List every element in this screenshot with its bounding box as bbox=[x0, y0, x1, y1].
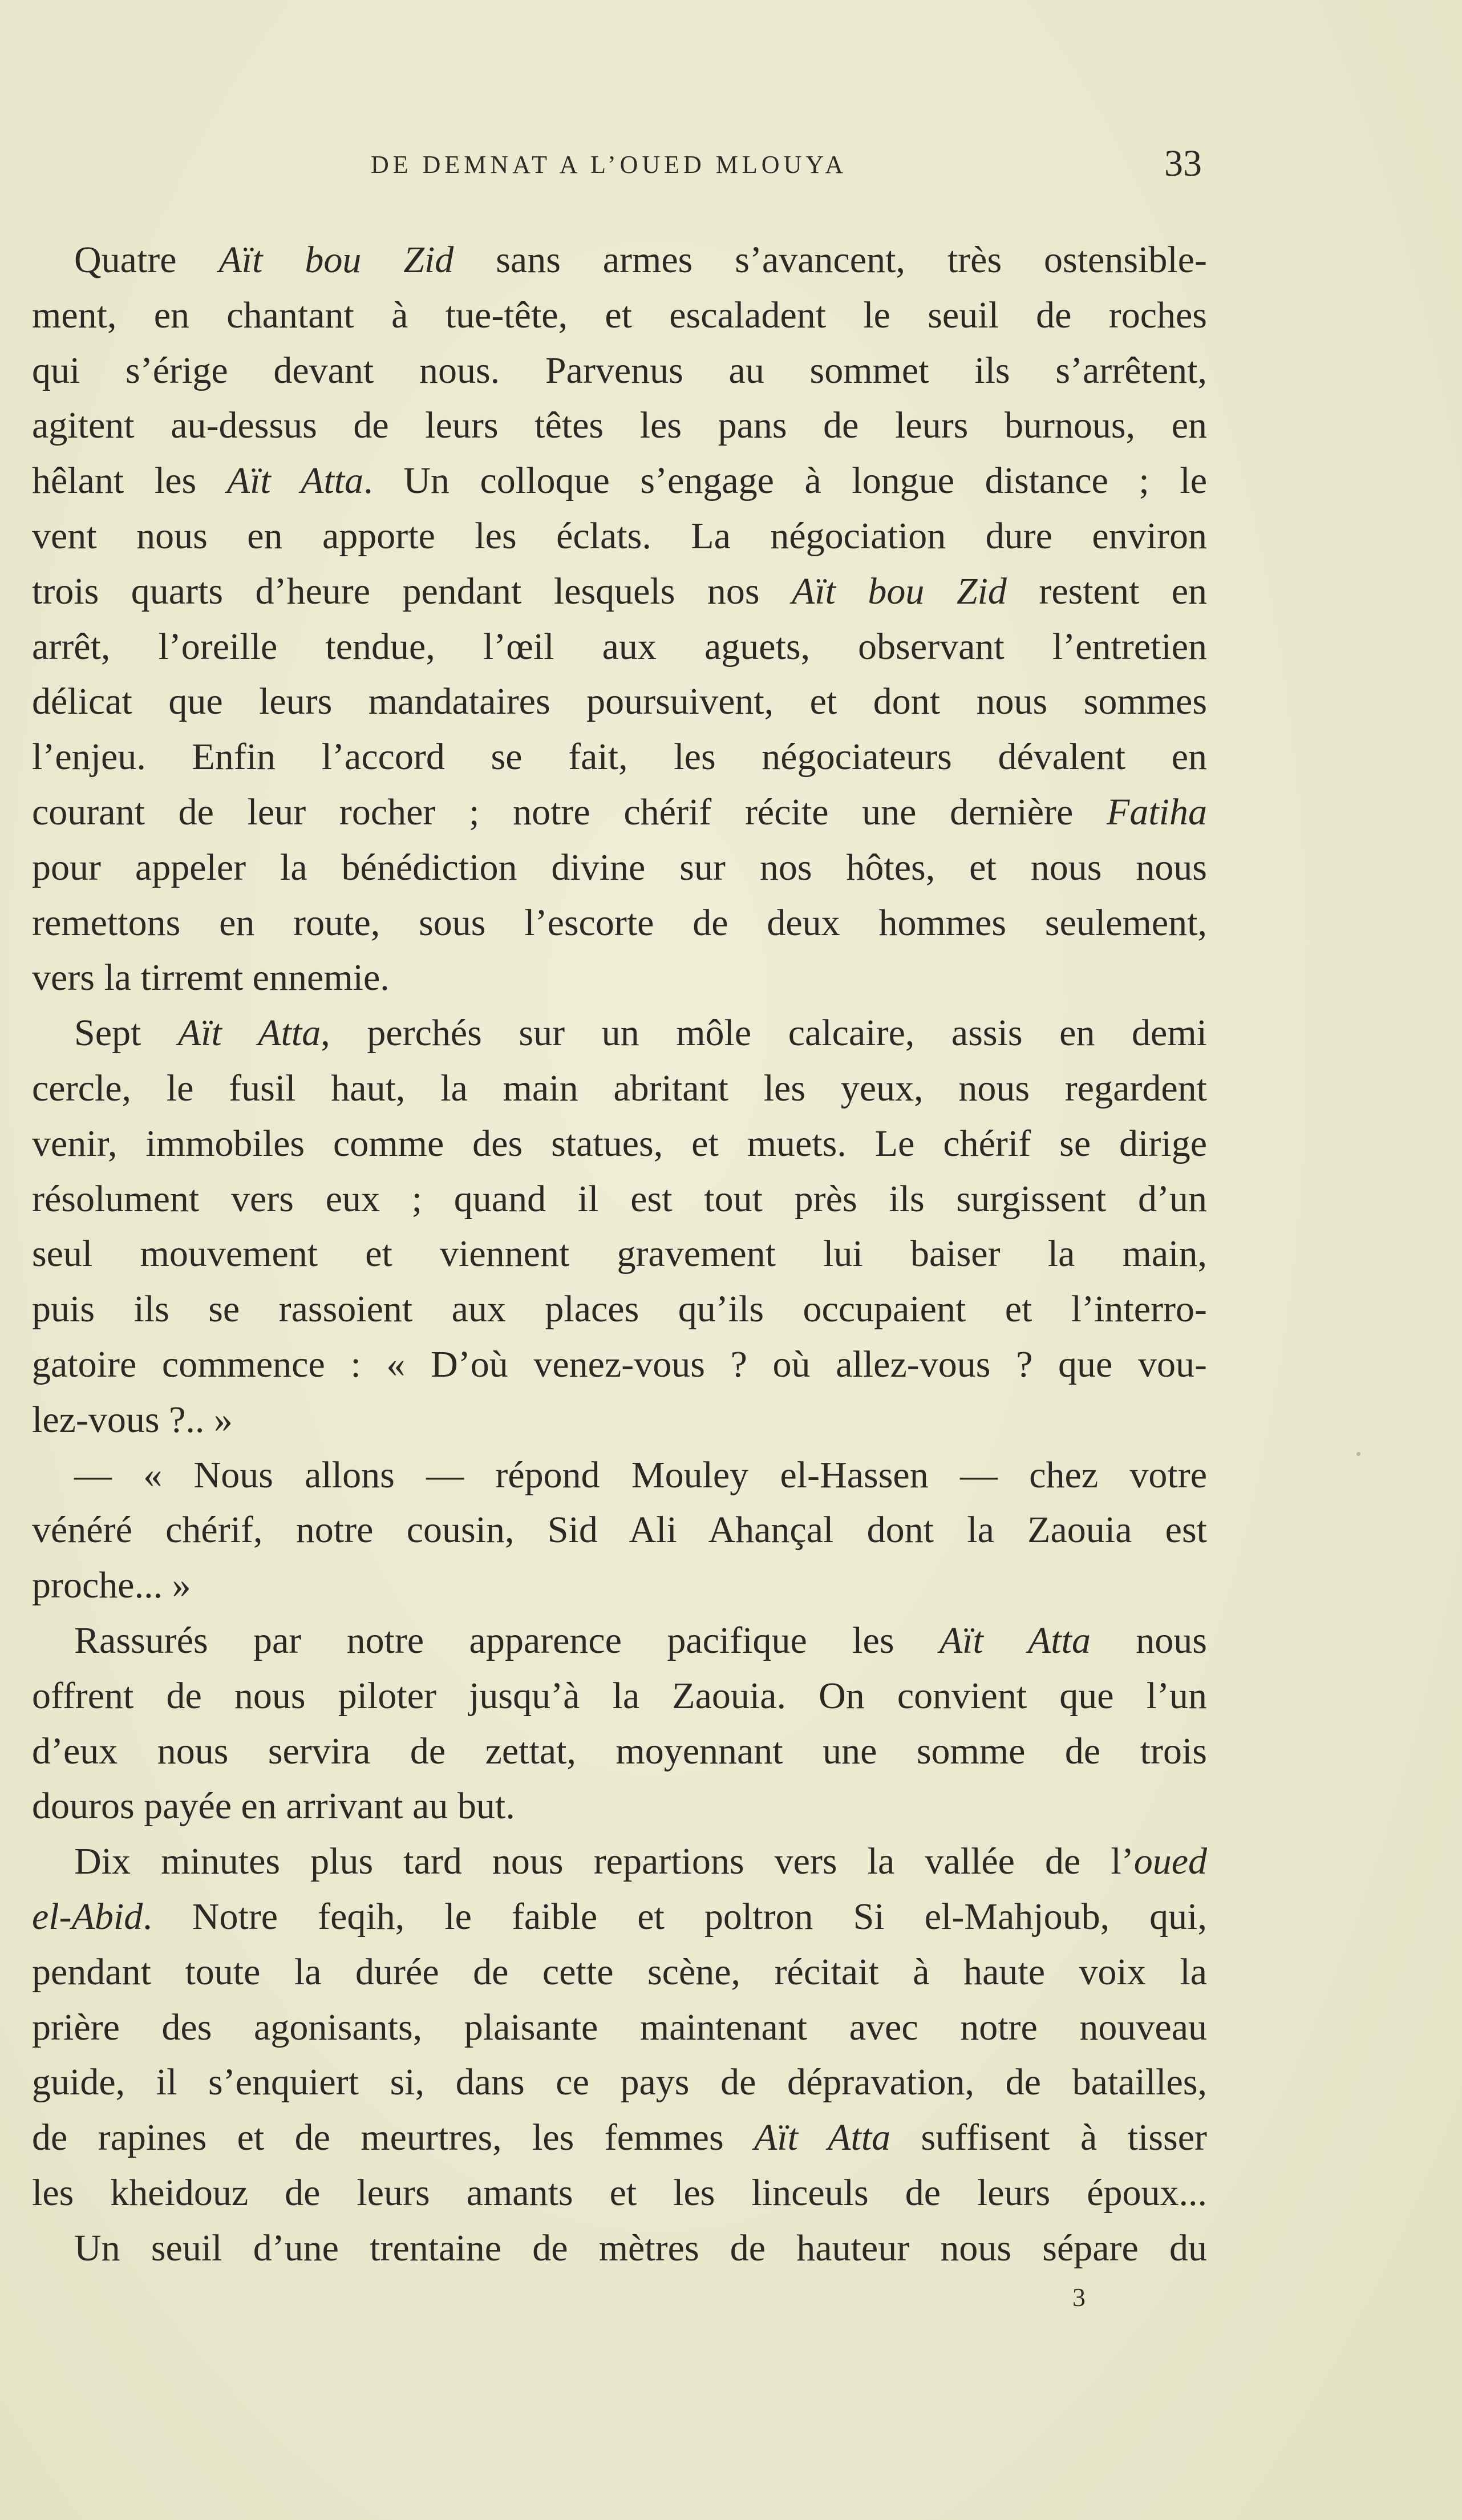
text-line: lez-vous ?.. » bbox=[32, 1398, 233, 1441]
text-line: pour appeler la bénédiction divine sur nos hôtes, et nous nous bbox=[32, 846, 1207, 888]
text-line: les kheidouz de leurs amants et les linceuls de leurs époux... bbox=[32, 2171, 1207, 2214]
text-line: d’eux nous servira de zettat, moyennant une somme de trois bbox=[32, 1730, 1207, 1772]
text-line: Sept Aït Atta, perchés sur un môle calcaire, assis en demi bbox=[74, 1012, 1207, 1054]
text-line: guide, il s’enquiert si, dans ce pays de dépravation, de batailles, bbox=[32, 2061, 1207, 2104]
text-line: trois quarts d’heure pendant lesquels nos Aït bou Zid restent en bbox=[32, 570, 1207, 612]
text-line: puis ils se rassoient aux places qu’ils occupaient et l’interro- bbox=[32, 1288, 1207, 1330]
text-line: — « Nous allons — répond Mouley el-Hassen — chez votre bbox=[74, 1454, 1207, 1496]
text-line: vénéré chérif, notre cousin, Sid Ali Ahançal dont la Zaouia est bbox=[32, 1509, 1207, 1551]
text-line: résolument vers eux ; quand il est tout près ils surgissent d’un bbox=[32, 1178, 1207, 1220]
text-line: gatoire commence : « D’où venez-vous ? où allez-vous ? que vou- bbox=[32, 1343, 1207, 1385]
text-line: douros payée en arrivant au but. bbox=[32, 1785, 515, 1827]
text-line: Quatre Aït bou Zid sans armes s’avancent, très ostensible- bbox=[74, 239, 1207, 281]
text-line: Dix minutes plus tard nous repartions vers la vallée de l’oued bbox=[74, 1841, 1207, 1883]
text-line: qui s’érige devant nous. Parvenus au sommet ils s’arrêtent, bbox=[32, 349, 1207, 391]
text-line: vers la tirremt ennemie. bbox=[32, 957, 390, 999]
page-number: 33 bbox=[1164, 143, 1202, 184]
text-line: courant de leur rocher ; notre chérif récite une dernière Fatiha bbox=[32, 791, 1207, 833]
page-header bbox=[0, 145, 1462, 191]
text-line: arrêt, l’oreille tendue, l’œil aux aguets, observant l’entretien bbox=[32, 625, 1207, 668]
text-line: pendant toute la durée de cette scène, récitait à haute voix la bbox=[32, 1951, 1207, 1993]
text-line: cercle, le fusil haut, la main abritant les yeux, nous regardent bbox=[32, 1067, 1207, 1109]
text-line: agitent au-dessus de leurs têtes les pans de leurs burnous, en bbox=[32, 405, 1207, 447]
text-line: ment, en chantant à tue-tête, et escaladent le seuil de roches bbox=[32, 294, 1207, 336]
text-line: proche... » bbox=[32, 1564, 191, 1607]
signature-mark: 3 bbox=[1072, 2283, 1086, 2312]
paper-speck bbox=[1356, 1452, 1360, 1456]
text-line: offrent de nous piloter jusqu’à la Zaouia. On convient que l’un bbox=[32, 1674, 1207, 1717]
text-line: délicat que leurs mandataires poursuivent, et dont nous sommes bbox=[32, 681, 1207, 723]
text-line: l’enjeu. Enfin l’accord se fait, les négociateurs dévalent en bbox=[32, 736, 1207, 778]
text-line: hêlant les Aït Atta. Un colloque s’engage à longue distance ; le bbox=[32, 460, 1207, 502]
text-line: prière des agonisants, plaisante maintenant avec notre nouveau bbox=[32, 2006, 1207, 2048]
body-text bbox=[32, 233, 1207, 2276]
text-line: seul mouvement et viennent gravement lui baiser la main, bbox=[32, 1233, 1207, 1275]
text-line: de rapines et de meurtres, les femmes Aït Atta suffisent à tisser bbox=[32, 2117, 1207, 2159]
running-title: DE DEMNAT A L’OUED MLOUYA bbox=[371, 151, 848, 179]
text-line: Un seuil d’une trentaine de mètres de hauteur nous sépare du bbox=[74, 2227, 1207, 2269]
text-line: venir, immobiles comme des statues, et muets. Le chérif se dirige bbox=[32, 1122, 1207, 1164]
text-line: remettons en route, sous l’escorte de deux hommes seulement, bbox=[32, 901, 1207, 944]
text-line: Rassurés par notre apparence pacifique les Aït Atta nous bbox=[74, 1619, 1207, 1661]
text-line: el-Abid. Notre feqih, le faible et poltron Si el-Mahjoub, qui, bbox=[32, 1895, 1207, 1937]
text-line: vent nous en apporte les éclats. La négociation dure environ bbox=[32, 515, 1207, 557]
